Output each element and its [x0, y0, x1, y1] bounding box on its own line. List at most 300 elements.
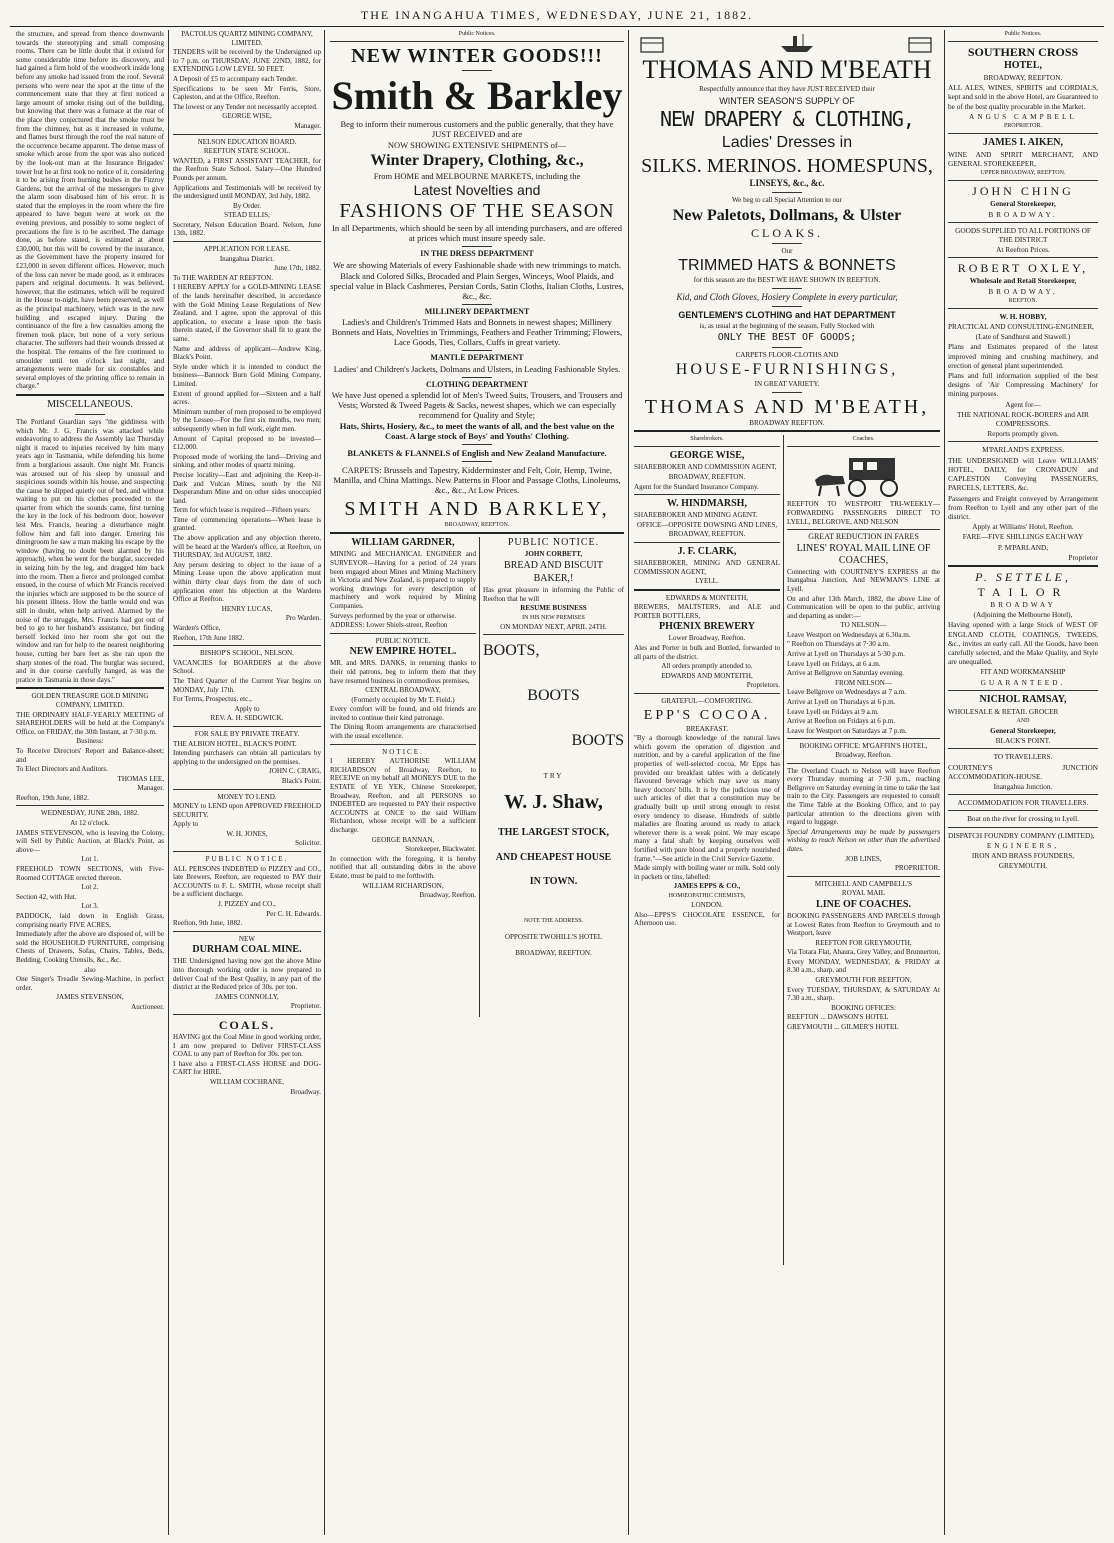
coals-text: HAVING got the Coal Mine in good working order, I am now prepared to Deliver FIRST-CLASS COAL to any part of Reefton for 30s. per ton. [173, 1032, 321, 1059]
and-label: AND [1016, 717, 1030, 724]
via-text: Via Totara Flat, Ahaura, Grey Valley, and Brunnerton, [787, 948, 940, 957]
royal-mail: ROYAL MAIL [841, 889, 886, 898]
carpets-floor: CARPETS FLOOR-CLOTHS AND [735, 350, 839, 359]
bread-heading: BREAD AND BISCUIT [504, 559, 603, 571]
bannan-role: Storekeeper, Blackwater. [405, 845, 476, 854]
divider [772, 306, 802, 307]
wise-name: GEORGE WISE, [669, 450, 745, 462]
divider [772, 392, 802, 393]
job-role: PROPRIETOR. [894, 864, 940, 873]
divider [948, 41, 1098, 42]
danks-text: MR. and MRS. DANKS, in returning thanks to their old patrons, beg to inform them that they have resumed business in commodious premises, [330, 659, 476, 685]
column-5 [948, 30, 1098, 1535]
edwards-title: EDWARDS & MONTEITH, [665, 593, 749, 602]
wise-address: BROADWAY, REEFTON. [668, 472, 746, 481]
singer-machine: One Singer's Treadle Sewing-Machine, in perfect order. [16, 975, 164, 992]
note-address: NOTE THE ADDRESS. [523, 917, 584, 924]
auction-rest: Immediately after the above are disposed of, will be sold the HOUSEHOLD FURNITURE, comprising Chests of Drawers, Sofas, Chairs, Tables, Beds, Bedding, Cooking Utensils, &c., &c. [16, 930, 164, 964]
auction-role: Auctioneer. [131, 1002, 164, 1011]
baker-heading: BAKER,! [533, 572, 574, 584]
thomas-title: THOMAS AND M'BEATH [642, 55, 932, 84]
surveys-text: Surveys performed by the year or otherwise. [330, 611, 457, 620]
dress-text: We are showing Materials of every Fashionable shade with new trimmings to match. [332, 259, 621, 270]
ellis-signature: STEAD ELLIS, [224, 211, 270, 220]
lot-text: Section 42, with Hut. [16, 892, 77, 901]
time-row: Arrive at Lyell on Thursdays at 5·30 p.m. [787, 650, 905, 659]
divider [330, 744, 476, 745]
southern-cross: SOUTHERN CROSS [967, 45, 1079, 59]
millinery-dept: MILLINERY DEPARTMENT [424, 306, 530, 316]
nelson-title: NELSON EDUCATION BOARD. [197, 137, 297, 146]
ales-text: Ales and Porter in bulk and Bottled, forwarded to all parts of the district. [634, 644, 780, 661]
try-label: TRY [543, 772, 564, 781]
oxley-name: ROBERT OXLEY, [957, 261, 1089, 276]
third-quarter: The Third Quarter of the Current Year begins on MONDAY, July 17th. [173, 676, 321, 694]
engineers: ENGINEERS, [986, 840, 1060, 850]
divider [948, 827, 1098, 828]
only-best: ONLY THE BEST OF GOODS; [717, 331, 857, 343]
phoenix-brewery: PHŒNIX BREWERY [658, 621, 756, 633]
settele-name: P. SETTELE, [975, 569, 1071, 584]
divider [948, 180, 1098, 181]
lot-text: FREEHOLD TOWN SECTIONS, with Five-Roomed COTTAGE erected thereon. [16, 865, 164, 882]
clark-text: SHAREBROKER, MINING AND GENERAL COMMISSION AGENT, [634, 558, 780, 576]
coals-title: COALS. [218, 1017, 276, 1032]
hire-text: I have also a FIRST-CLASS HORSE and DOG-CART for HIRE. [173, 1059, 321, 1077]
divider [634, 494, 780, 495]
aiken-address: UPPER BROADWAY, REEFTON. [980, 170, 1066, 177]
fire-article: the structure, and spread from thence downwards towards the stereotyping and small composing rooms. There can be little doubt that it existed for some considerable time before its discovery, and had gained a firm hold of the woodwork inside long before any smoke had issued from the roof. Several persons who were near the spot at the time of the commencement state that they at first noticed a large amount of smoke rising out of the building, but knowing that there was a furnace at the rear of the place they conjectured that the smoke must be from the chimney, but as it increased in volume, and flames burst through the roof the real nature of the occurrence became apparent. The dense mass of smoke which arose from the spot was also noticed by the look-out man at the Insurance Brigades' tower but he at first took no notice of it, considering it to be arising from burning bushes in the Fitzroy Gardens, but the arrival of the messengers to give the alarm soon disabused him of his error. It is stated that the employes in the room where the fire appeared to have begun were at work on the evening previous, and possibly to some neglect of precautions the fire is to be ascribed. The damage done, as before stated, is estimated at about £30,000, but this will be covered by the insurance, as the Government have the property insured for £23,000 in seven different offices. However, much of the loss can never be made good, as it embraces papers and original documents. It was believed, however, that the estimates, which will be required in the House to-night, have been preserved, as well as the principal machinery, which was in the new building and escaped injury. During the continuance of the fire a few casualties among the firemen took place, but none of a very serious character. The sufferers had their wounds dressed at the hospital. The remains of the fire continued to smoulder until ten o'clock last night, and arrangements were made for six constables and several employes of the printing office to remain in charge." [16, 30, 164, 391]
ramsay-place: BLACK'S POINT. [995, 736, 1051, 746]
iron-founders: IRON AND BRASS FOUNDERS, [971, 850, 1075, 860]
fare-text: FARE—FIVE SHILLINGS EACH WAY [962, 532, 1084, 542]
ching-name: JOHN CHING [972, 184, 1074, 199]
booking-office: BOOKING OFFICE: M'GAFFIN'S HOTEL, Broadway, Reefton. [799, 742, 928, 759]
empire-title: NEW EMPIRE HOTEL. [349, 646, 457, 658]
auction-date: WEDNESDAY, JUNE 28th, 1882. [40, 809, 140, 818]
divider [173, 241, 321, 242]
private-sale: FOR SALE BY PRIVATE TREATY. [194, 729, 300, 738]
wise-text: SHAREBROKER AND COMMISSION AGENT, [634, 463, 777, 472]
column-4 [634, 30, 940, 1535]
to-nelson: TO NELSON— [840, 621, 887, 630]
misc-article: The Portland Guardian says "the giddiness with which Mr. J. G. Francis was attacked while endeavoring to address the Assembly last Thursday night it traced to injuries received by him many years ago in Tasmania, while defending his home from a burglarious assault. One night Mr. Francis was aroused out of his sleep by unusual and suspicious sounds within his house, and suspecting the cause he slipped quietly out of bed, and without waiting to put on his clothes proceeded to the quarter from which the sounds came, first turning the key in the lock of his bedroom door, however lest Mrs. Francis, hearing a disturbance might follow him and fall into danger. Entering his diningroom he saw a man making his escape by the window (having no doubt been alarmed by his approach), when he went for the burglar, succeeded in seizing him by the leg, and dragged him back into the room. Then a fierce and prolonged combat ensued, in the course of which Mr Francis received the injuries which are supposed to be the source of his present illness. How the battle would end was still in doubt, when help arrived. Alarmed by the noise of the struggle, Mrs. Francis had got out of bed to go to her husband's assistance, but finding herself locked into her room she got out the window and ran for help to the nearest neighboring house, cutting her bare feet as she ran upon the sharp stones of the road. The burglar was secured, and in due course carefully hanged, as was the pratice in Tasmania in those days." [16, 417, 164, 684]
golden-text: THE ORDINARY HALF-YEARLY MEETING of SHAREHOLDERS will be held at the Company's Office, on FRIDAY, the 30th Instant, at 7·30 p.m. [16, 710, 164, 736]
divider [75, 414, 105, 415]
pizzey-per: Per C. H. Edwards. [266, 909, 321, 918]
column-rule [628, 30, 629, 1535]
sharebrokers-column [634, 435, 780, 1265]
column-2 [173, 30, 321, 1535]
central-broadway: CENTRAL BROADWAY, [365, 686, 441, 695]
our-label: Our [781, 246, 793, 255]
on-and-after: On and after 13th March, 1882, the above Line of Communication will be open to the public, arriving and departing as under:— [787, 594, 940, 620]
mantle-dept: MANTLE DEPARTMENT [430, 353, 524, 363]
pactolus-text: TENDERS will be received by the Undersigned up to 7 p.m. on THURSDAY, JUNE 22ND, 1882, for EXTENDING LOW LEVEL 50 FEET. [173, 48, 321, 74]
inangahua-junction: Inangahua Junction. [993, 781, 1053, 791]
epps-cocoa: EPP'S COCOA. [643, 707, 771, 723]
ellis-role: Secretary, Nelson Education Board. Nelson, June 13th, 1882. [173, 220, 321, 238]
divider [948, 565, 1098, 567]
hotel-label: HOTEL, [1003, 60, 1043, 71]
booking-text: BOOKING PASSENGERS AND PARCELS through at Lowest Rates from Reefton to Greymouth and to Westport, leave [787, 911, 940, 938]
lower-split [330, 537, 624, 1017]
now-showing: NOW SHOWING EXTENSIVE SHIPMENTS of— [387, 140, 567, 150]
plans-full: Plans and full information supplied of the best designs of 'Air Compressing Machinery' for mining purposes. [948, 371, 1098, 399]
divider [330, 41, 624, 42]
hindmarsh-name: W. HINDMARSH, [667, 498, 747, 510]
boots-1: BOOTS, [483, 642, 540, 660]
reefton-school: REEFTON STATE SCHOOL. [203, 147, 291, 156]
connolly-role: Proprietor. [290, 1002, 321, 1011]
gardner-name: WILLIAM GARDNER, [351, 537, 455, 549]
campbell-role: PROPRIETOR. [1003, 123, 1043, 130]
pizzey-date: Reefton, 9th June, 1882. [173, 919, 243, 928]
cochrane-signature: WILLIAM COCHRANE, [209, 1077, 285, 1086]
cloaks: CLOAKS. [750, 225, 823, 240]
ching-place: BROADWAY. [988, 209, 1058, 219]
plans-text: Plans and Estimates prepared of the latest improved mining and crushing machinery, and erection of general plant superintended. [948, 342, 1098, 370]
lower-right [483, 537, 624, 1017]
bannan-signature: GEORGE BANNAN, [371, 835, 435, 844]
connection-text: In connection with the foregoing, it is hereby notified that all outstanding debts in the above Estate, must be paid to me forthwith. [330, 854, 476, 880]
lower-left [330, 537, 476, 1017]
divider [483, 634, 624, 635]
terms-text: For Terms, Prospectus, etc., [173, 695, 252, 704]
winter-drapery: Winter Drapery, Clothing, &c., [370, 152, 584, 169]
column-rule [324, 30, 325, 1535]
notice-title: NOTICE. [382, 747, 424, 756]
thomas-address: BROADWAY REEFTON. [749, 418, 825, 427]
blankets-text: BLANKETS & FLANNELS of English and New Zealand Manufacture. [347, 448, 607, 459]
divider [948, 794, 1098, 795]
business-item: To Receive Directors' Report and Balance-sheet; and [16, 746, 164, 764]
business-item: To Elect Directors and Auditors. [16, 765, 108, 774]
time-row: Leave Westport on Wednesdays at 6.30a.m. [787, 630, 911, 639]
golden-signature: THOMAS LEE, [117, 774, 164, 783]
gardner-text: MINING and MECHANICAL ENGINEER and SURVEYOR—Having for a period of 24 years been engaged about Mines and Mining Machinery in Victoria and New Zealand, is prepared to supply working drawings for every description of machinery and work required by Mining Companies. [330, 550, 476, 610]
hindmarsh-address: BROADWAY, REEFTON. [668, 530, 746, 539]
corbett-text: Has great pleasure in informing the Public of Reefton that he will [483, 585, 624, 603]
lot-text: PADDOCK, laid down in English Grass, comprising nearly FIVE ACRES. [16, 912, 164, 929]
empire-notice: PUBLIC NOTICE. [375, 636, 431, 645]
passengers-text: Passengers and Freight conveyed by Arrangement from Reefton to Lyell and any other part of the district. [948, 493, 1098, 521]
albion-text: Intending purchasers can obtain all particulars by applying to the undersigned on the premises. [173, 749, 321, 766]
ching-text: General Storekeeper, [990, 199, 1056, 209]
business-label: Business: [76, 737, 104, 746]
golden-date: Reefton, 19th June, 1882. [16, 793, 89, 802]
hindmarsh-text: SHAREBROKER AND MINING AGENT. [634, 511, 758, 520]
time-row: Arrive at Reefton on Fridays at 6 p.m. [787, 717, 896, 726]
lot-label: Lot 2. [81, 883, 99, 892]
misc-heading: MISCELLANEOUS. [47, 398, 133, 410]
special-attention: We beg to call Special Attention to our [732, 196, 842, 205]
lease-date: June 17th, 1882. [274, 264, 321, 273]
opposite-hotel: OPPOSITE TWOHILL'S HOTEL [504, 932, 603, 941]
oxley-town: REEFTON. [1008, 297, 1038, 304]
silks-heading: SILKS. MERINOS. HOMESPUNS, [641, 155, 933, 178]
ramsay-general: General Storekeeper, [990, 725, 1056, 735]
durham-text: THE Undersigned having now got the above Mine into thorough working order is now prepared to deliver Coal of the Best Quality, in any part of the district at the Reduced price of 30s. per ton. [173, 957, 321, 992]
dining-text: The Dining Room arrangements are characterised with the usual excellence. [330, 723, 476, 741]
southern-address: BROADWAY, REEFTON. [983, 73, 1063, 82]
divider [948, 810, 1098, 811]
public-notices-header: Public Notices. [1004, 31, 1042, 37]
divider [634, 589, 780, 591]
greymouth-for: GREYMOUTH FOR REEFTON, [815, 976, 912, 985]
epps-company: JAMES EPPS & CO., [673, 882, 741, 891]
auction-intro: JAMES STEVENSON, who is leaving the Colony, will Sell by Public Auction, at Black's Point, as above— [16, 828, 164, 854]
aiken-name: JAMES I. AIKEN, [982, 137, 1063, 149]
carpets-text: CARPETS: Brussels and Tapestry, Kidderminster and Felt, Coir, Hemp, Twine, Manilla, and China Mattings. New Patterns in Floor and Passage Cloths, Linoleums, &c., &c., At Low Prices. [333, 465, 621, 496]
beg-text: Beg to inform their numerous customers and the public generally, that they have JUST RECEIVED and are [340, 119, 614, 139]
lucas-signature: HENRY LUCAS, [221, 604, 273, 613]
latest-novelties: Latest Novelties and [413, 182, 541, 198]
boat-text: Boat on the river for crossing to Lyell. [967, 814, 1079, 824]
connolly-signature: JAMES CONNOLLY, [215, 992, 279, 1001]
pactolus-deposit: A Deposit of £5 to accompany each Tender. [173, 74, 297, 83]
smith-barkley-logo: Smith & Barkley [331, 73, 623, 118]
divider [462, 461, 492, 462]
clark-place: LYELL. [695, 577, 719, 586]
paletots: New Paletots, Dollmans, & Ulster [672, 206, 902, 224]
clothing-dept: CLOTHING DEPARTMENT [425, 379, 529, 389]
trimmed-hats: TRIMMED HATS & BONNETS [678, 257, 896, 275]
divider [634, 446, 780, 447]
resume-business: RESUME BUSINESS [520, 604, 587, 613]
gardner-address: ADDRESS: Lower Shiels-street, Reefton [330, 621, 448, 630]
jones-role: Solicitor. [295, 839, 321, 848]
ship-icon [637, 32, 937, 54]
greymouth: GREYMOUTH. [998, 861, 1048, 871]
time-row: Leave Bellgrove on Wednesdays at 7 a.m. [787, 688, 907, 697]
divider [16, 805, 164, 806]
divider [772, 347, 802, 348]
edwards-text: BREWERS, MALTSTERS, and ALE and PORTER BOTTLERS, [634, 603, 780, 620]
great-variety: IN GREAT VARIETY. [754, 380, 820, 389]
lot-label: Lot 1. [81, 855, 99, 864]
lease-extent: Extent of ground applied for—Sixteen and a half acres. [173, 389, 321, 407]
hobby-name: W. H. HOBBY, [999, 311, 1047, 321]
durham-title: DURHAM COAL MINE. [192, 944, 302, 956]
for-season: for this season are the BEST WE HAVE SHOWN IN REEFTON. [693, 276, 881, 285]
masthead-rule [10, 26, 1104, 27]
divider [173, 645, 321, 646]
breakfast: BREAKFAST. [685, 724, 729, 733]
time-row: Arrive at Bellgrove on Saturday evening. [787, 669, 905, 678]
sedgwick-signature: REV. A. H. SEDGWICK. [210, 714, 284, 723]
time-row: Leave Lyell on Fridays, at 6 a.m. [787, 659, 881, 668]
new-drapery: NEW DRAPERY & CLOTHING, [660, 107, 914, 132]
lower-split [634, 435, 940, 1265]
agent-for: Agent for— [1005, 399, 1041, 409]
divider [634, 693, 780, 694]
line-of-coaches: LINE OF COACHES. [816, 898, 911, 910]
great-reduction: GREAT REDUCTION IN FARES [808, 532, 919, 542]
grateful: GRATEFUL—COMFORTING. [661, 697, 753, 706]
lease-time: Time of commencing operations—When lease is granted. [173, 515, 321, 533]
divider [462, 246, 492, 247]
cheapest-house: AND CHEAPEST HOUSE [495, 851, 612, 863]
broadway-address: BROADWAY, REEFTON. [515, 949, 592, 958]
lease-district: Inangahua District. [219, 254, 275, 263]
mparland-role: Proprietor [1068, 552, 1098, 562]
divider [462, 377, 492, 378]
orders-text: All orders promptly attended to. [661, 662, 753, 671]
lease-name: Name and address of applicant—Andrew King, Black's Point. [173, 344, 321, 362]
hobby-text: PRACTICAL AND CONSULTING-ENGINEER, [948, 322, 1095, 332]
jones-signature: W. H. JONES, [226, 829, 268, 838]
smith-address: BROADWAY, REEFTON. [444, 522, 510, 529]
wardens-office: Warden's Office, [173, 624, 221, 632]
divider [330, 532, 624, 534]
coaches-header: Coaches. [852, 436, 875, 443]
divider [948, 308, 1098, 309]
dress-dept: IN THE DRESS DEPARTMENT [420, 249, 534, 258]
auction-signature: JAMES STEVENSON, [56, 993, 124, 1002]
pactolus-lowest: The lowest or any Tender not necessarily accepted. [173, 102, 318, 111]
cochrane-place: Broadway. [290, 1087, 321, 1096]
also-label: also [84, 965, 96, 974]
hats-text: Hats, Shirts, Hosiery, &c., to meet the wants of all, and the best value on the Coast. A large stock of Boys' and Youths' Clothing. [339, 421, 615, 442]
divider [173, 726, 321, 727]
teacher-text: WANTED, a FIRST ASSISTANT TEACHER, for the Reefton State School. Salary—One Hundred Pounds per annum. [173, 156, 321, 182]
silks-text: Black and Colored Silks, Brocaded and Plain Serges, Winceys, Wool Plaids, and special value in Black Cashmeres, Persian Cords, Satin Cloths, Italian Cloths, Lustres, &c., &c. [330, 270, 624, 301]
campbell-name: ANGUS CAMPBELL [969, 111, 1077, 121]
office-row: REEFTON ... DAWSON'S HOTEL [787, 1013, 889, 1022]
divider [787, 446, 940, 447]
divider [16, 687, 164, 689]
divider [787, 738, 940, 739]
tailor-place: BROADWAY [990, 599, 1056, 609]
special-arrangements: Special Arrangements may be made by passengers wishing to reach Nelson on other than the advertised dates. [787, 827, 940, 853]
reports-text: Reports promptly given. [987, 429, 1059, 439]
dispatch-text: DISPATCH FOUNDRY COMPANY (LIMITED), [948, 830, 1095, 840]
in-town: IN TOWN. [529, 876, 578, 888]
column-rule [783, 435, 784, 1265]
fashions-heading: FASHIONS OF THE SEASON [339, 200, 615, 222]
in-all-text: In all Departments, which should be seen by all intending purchasers, and are offered at prices which must insure speedy sale. [332, 223, 622, 243]
lines-royal-mail: LINES' ROYAL MAIL LINE OF COACHES, [796, 542, 931, 566]
divider [462, 70, 492, 71]
mparland-signature: P. M'PARLAND, [997, 542, 1049, 552]
divider [462, 350, 492, 351]
express-text: THE UNDERSIGNED will Leave WILLIAMS' HOTEL, DAILY, for CRONADUN and CAPLESTON Conveying PASSENGERS, PARCELS, LETTERS, &c. [948, 455, 1098, 493]
corbett-name: JOHN CORBETT, [524, 550, 583, 559]
divider [772, 192, 802, 193]
every-tuesday: Every TUESDAY, THURSDAY, & SATURDAY At 7.30 a.m., sharp. [787, 985, 940, 1003]
divider [634, 542, 780, 543]
lease-mode: Proposed mode of working the land—Driving and sinking, and other modes of quartz mining. [173, 452, 321, 470]
bishops-title: BISHOP'S SCHOOL, NELSON. [200, 649, 294, 658]
hindmarsh-office: OFFICE—OPPOSITE DOWSING AND LINES, [636, 520, 778, 529]
fit-workmanship: FIT AND WORKMANSHIP [980, 667, 1066, 677]
epps-chocolate: Also—EPPS'S CHOCOLATE ESSENCE, for Afternoon use. [634, 910, 780, 928]
lease-style: Style under which it is intended to conduct the business—Bannock Burn Gold Mining Company, Limited. [173, 362, 321, 388]
goods-supplied: GOODS SUPPLIED TO ALL PORTIONS OF THE DISTRICT [955, 225, 1091, 245]
divider [948, 441, 1098, 442]
house-furnishings: HOUSE-FURNISHINGS, [675, 361, 899, 379]
divider [772, 288, 802, 289]
divider [16, 394, 164, 396]
made-simply: Made simply with boiling water or milk. Sold only in packets or tins, labelled: [634, 864, 780, 881]
comfort-text: Every comfort will be found, and old friends are invited to continue their kind patronage. [330, 705, 476, 722]
booking-offices: BOOKING OFFICES: [831, 1003, 896, 1012]
column-rule [168, 30, 169, 1535]
golden-role: Manager. [137, 784, 164, 793]
is-as-usual: is, as usual at the beginning of the season, Fully Stocked with [699, 321, 875, 330]
wardens-date: Reefton, 17th June 1882. [173, 633, 245, 642]
coaches-column [787, 435, 940, 1265]
money-title: MONEY TO LEND. [217, 792, 277, 801]
public-notices-header: Public Notices. [458, 31, 496, 37]
column-3 [330, 30, 624, 1535]
smith-footer: SMITH AND BARKLEY, [344, 498, 610, 521]
pactolus-signature: GEORGE WISE, [222, 112, 272, 121]
accommodation: ACCOMMODATION FOR TRAVELLERS. [957, 798, 1089, 808]
edwards-signature: EDWARDS AND MONTEITH, [661, 671, 753, 680]
ladies-dresses: Ladies' Dresses in [721, 134, 853, 152]
wise-agent: Agent for the Standard Insurance Company. [634, 482, 759, 491]
oxley-place: BROADWAY, [988, 286, 1058, 296]
job-lines: JOB LINES, [845, 854, 882, 863]
divider [772, 243, 802, 244]
masthead: THE INANGAHUA TIMES, WEDNESDAY, JUNE 21, 1882. [360, 8, 754, 22]
from-home: From HOME and MELBOURNE MARKETS, including the [373, 171, 581, 181]
money-text: MONEY to LEND upon APPROVED FREEHOLD SECURITY. [173, 802, 321, 819]
time-row: " Reefton on Thursdays at 7·30 a.m. [787, 640, 890, 649]
office-row: GREYMOUTH ... GILMER'S HOTEL [787, 1023, 899, 1032]
divider [787, 876, 940, 877]
craig-place: Black's Point. [281, 776, 321, 785]
column-1 [16, 30, 164, 1535]
divider [948, 222, 1098, 223]
mantle-text: Ladies' and Children's Jackets, Dolmans and Ulsters, in Leading Fashionable Styles. [333, 363, 621, 374]
by-order: By Order. [233, 201, 261, 210]
lease-text: I HEREBY APPLY for a GOLD-MINING LEASE of the lands hereinafter described, in accordance with the Gold Mining Lease Regulations of New Zealand, and I agree, upon the approval of this application, to execute a lease upon the basis therein stated, if the Governor shall fit to grant the same. [173, 283, 321, 343]
pactolus-role: Manager. [294, 121, 321, 130]
money-apply: Apply to [173, 820, 199, 829]
auction-time: At 12 o'clock. [70, 819, 110, 828]
oxley-text: Wholesale and Retail Storekeeper, [969, 276, 1077, 286]
boots-3: BOOTS [571, 732, 624, 750]
tailor-adjoining: (Adjoining the Melbourne Hotel), [973, 610, 1073, 620]
tailor-label: TAILOR [977, 584, 1069, 599]
divider [173, 931, 321, 932]
courtney-text: COURTNEY'S JUNCTION ACCOMMODATION-HOUSE. [948, 762, 1098, 781]
divider [462, 444, 492, 445]
winter-supply: WINTER SEASON'S SUPPLY OF [719, 95, 855, 106]
lease-objection: Any person desiring to object to the issue of a Mining Lease upon the above application must within thirty clear days from the date of such application enter his objection at the Wardens Office at Reefton. [173, 560, 321, 604]
divider [330, 633, 476, 634]
richardson-signature: WILLIAM RICHARDSON, [362, 881, 444, 890]
pizzey-text: ALL PERSONS INDEBTED to PIZZEY and CO., late Brewers, Reefton, are requested to PAY their ACCOUNTS to F. L. SMITH, whose receipt shall be a sufficient discharge. [173, 864, 321, 899]
divider [948, 133, 1098, 134]
craig-signature: JOHN C. CRAIG, [268, 767, 321, 776]
monday-text: ON MONDAY NEXT, APRIL 24TH. [500, 622, 607, 631]
new-winter-heading: NEW WINTER GOODS!!! [351, 45, 603, 67]
divider [462, 304, 492, 305]
time-row: Leave Lyell on Fridays at 9 a.m. [787, 707, 879, 716]
applications-text: Applications and Testimonials will be received by the undersigned until MONDAY, 3rd July, 1882. [173, 183, 321, 201]
time-row: Arrive at Lyell on Thursdays at 6 p.m. [787, 698, 896, 707]
richardson-place: Broadway, Reefton. [419, 891, 476, 900]
hobby-late: (Late of Sandhurst and Stawell.) [975, 332, 1071, 342]
lease-capital: Amount of Capital proposed to be invested—£12,000. [173, 434, 321, 452]
linseys: LINSEYS, &c., &c. [749, 178, 825, 189]
corbett-notice: PUBLIC NOTICE. [507, 537, 600, 549]
shaw-name: W. J. Shaw, [504, 790, 603, 813]
